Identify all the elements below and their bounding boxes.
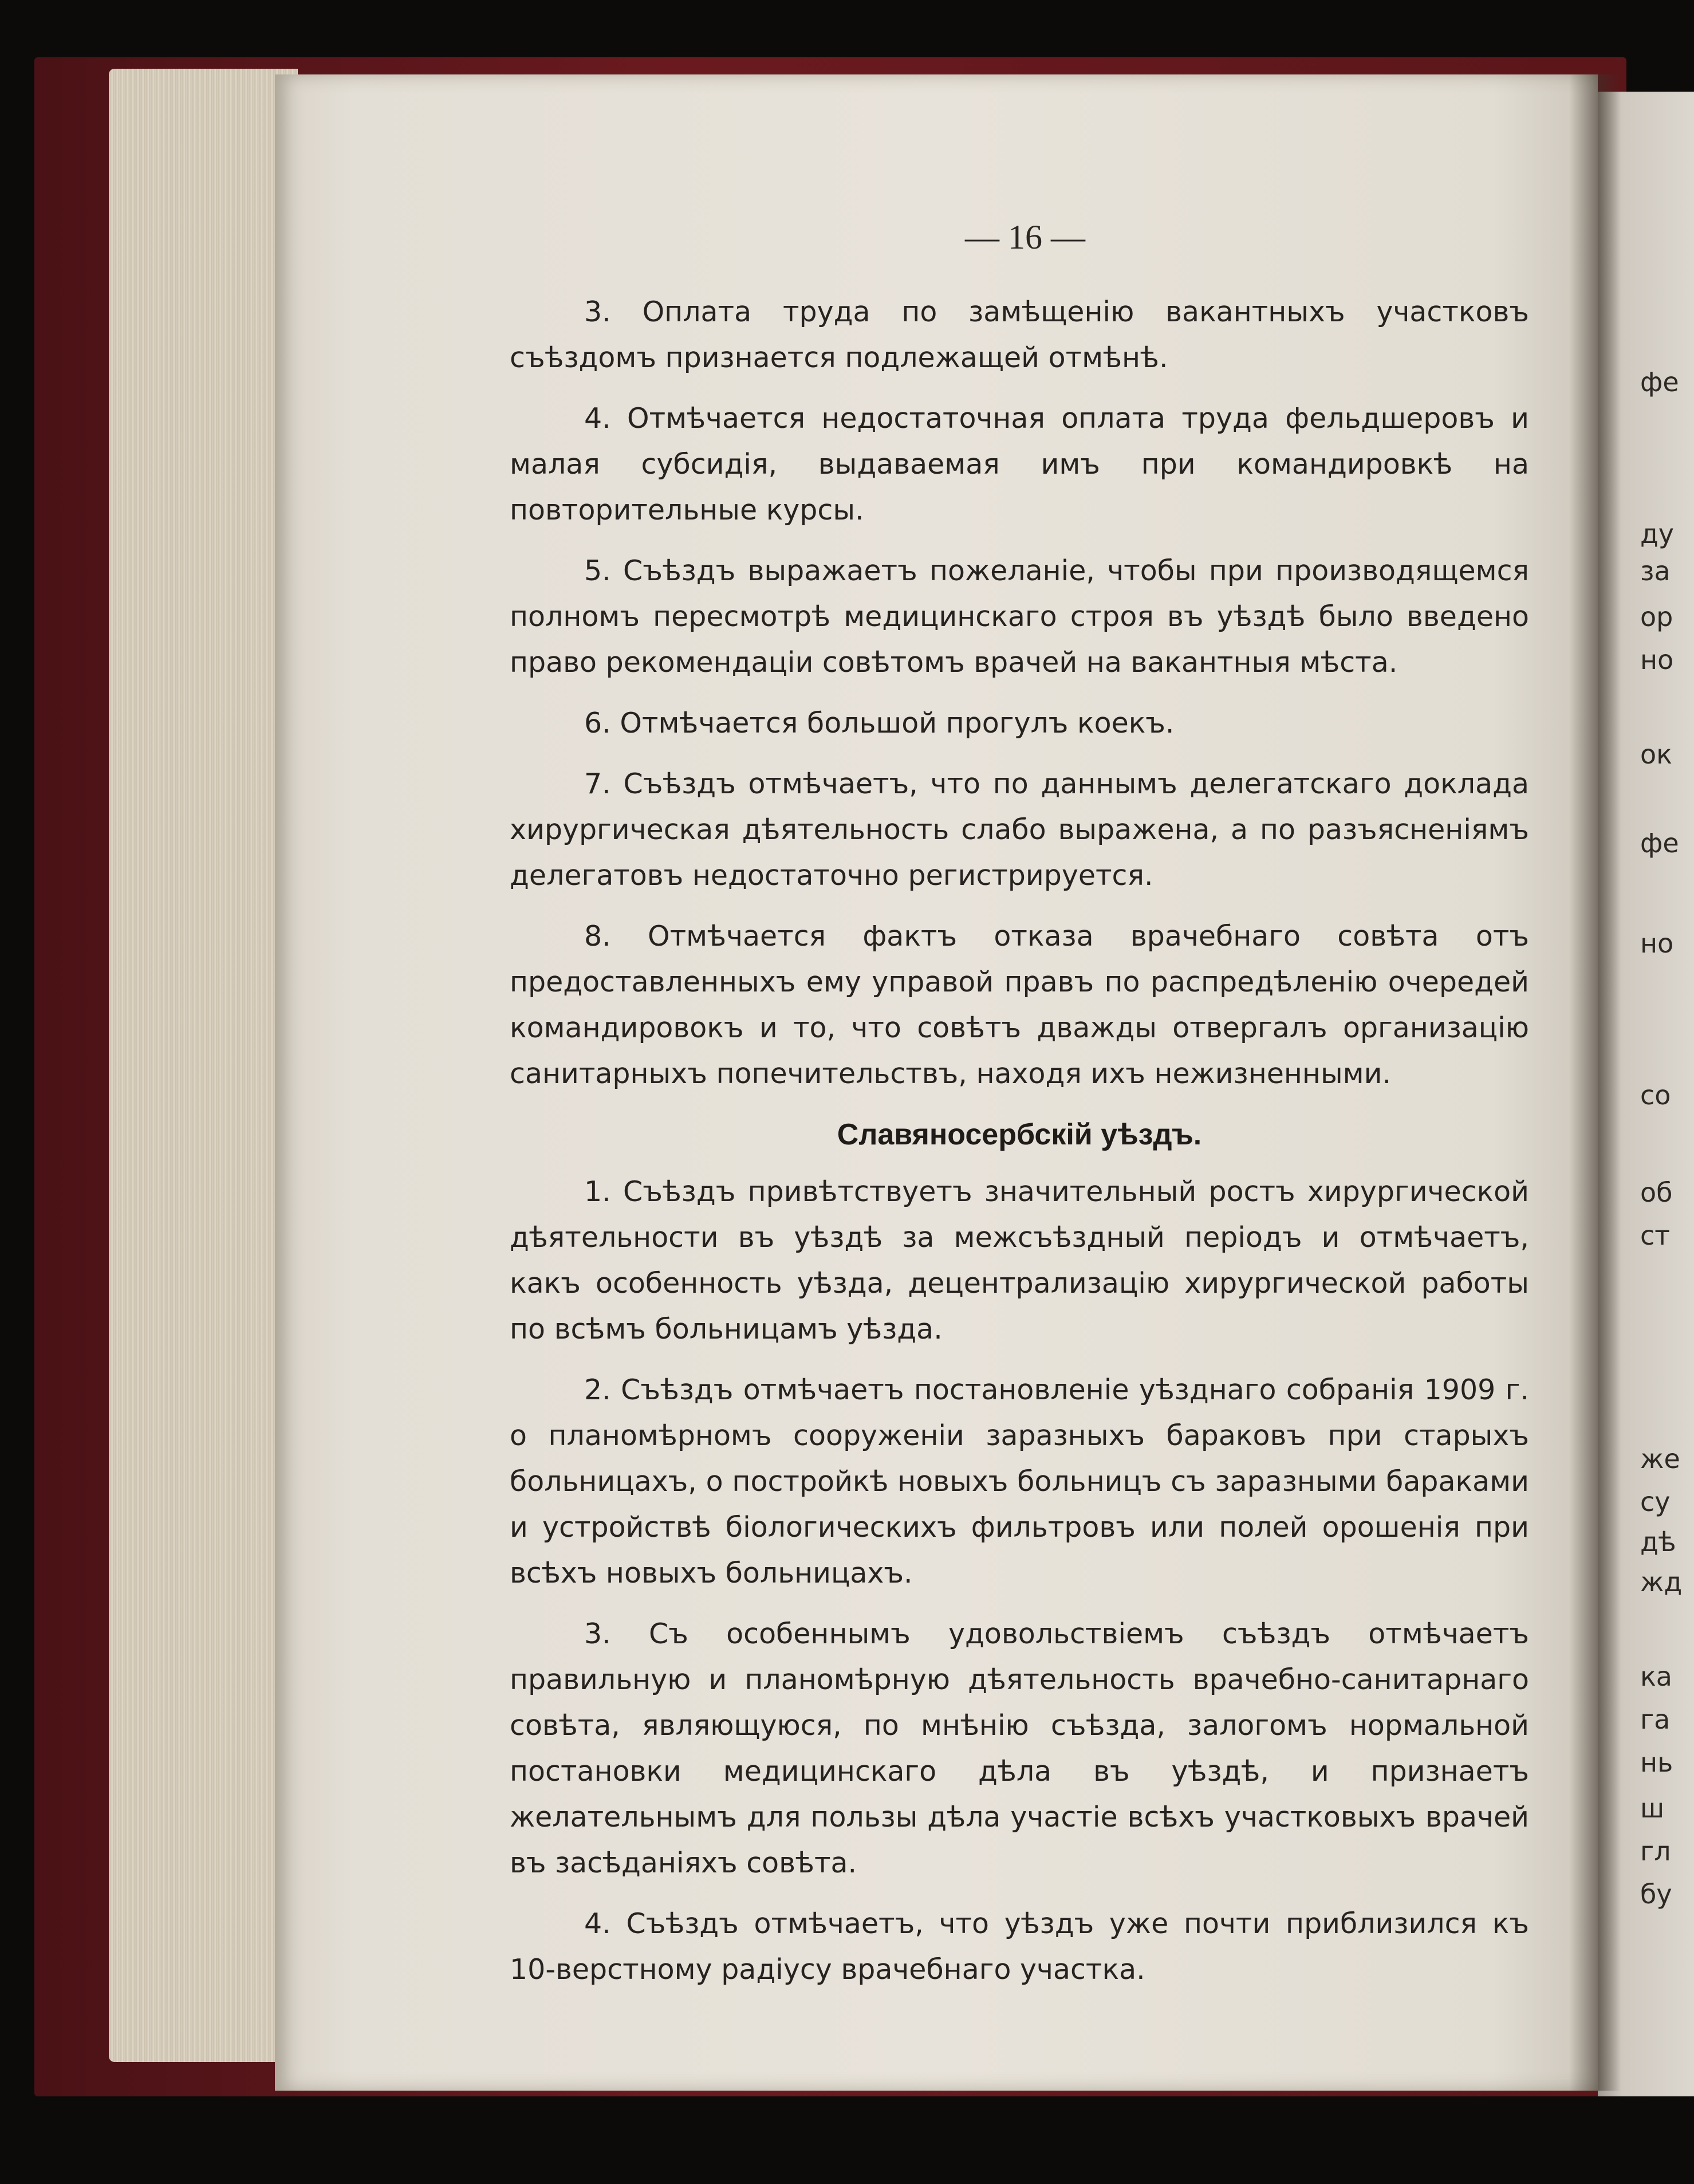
right-page-fragment: ор xyxy=(1640,601,1673,632)
paragraph: 1. Съѣздъ привѣтствуетъ значительный ростъ хирургической дѣятельности въ уѣздѣ за межсъѣздный періодъ и отмѣчаетъ, какъ особенность уѣзда, децентрализацію хирургической работы по всѣмъ больницамъ уѣзда. xyxy=(510,1175,1529,1345)
paragraph: 5. Съѣздъ выражаетъ пожеланіе, чтобы при производящемся полномъ пересмотрѣ медицинскаго строя въ уѣздѣ было введено право рекомендаціи совѣтомъ врачей на вакантныя мѣста. xyxy=(510,554,1529,679)
right-page-fragment: об xyxy=(1640,1177,1673,1208)
section-heading: Славяносербскій уѣздъ. xyxy=(837,1118,1202,1151)
book-gutter xyxy=(1569,74,1621,2091)
paragraph: 7. Съѣздъ отмѣчаетъ, что по даннымъ делегатскаго доклада хирургическая дѣятельность слабо выражена, а по разъясненіямъ делегатовъ недостаточно регистрируется. xyxy=(510,768,1529,892)
right-page-fragment: дѣ xyxy=(1640,1526,1676,1557)
right-page-fragment: за xyxy=(1640,556,1671,587)
right-page-fragment: ст xyxy=(1640,1220,1671,1251)
right-page-fragment: но xyxy=(1640,644,1674,675)
right-page-fragment: су xyxy=(1640,1486,1671,1517)
paragraph: 2. Съѣздъ отмѣчаетъ постановленіе уѣзднаго собранія 1909 г. о планомѣрномъ сооруженіи заразныхъ бараковъ при старыхъ больницахъ, о постройкѣ новыхъ больницъ съ заразными бараками и устройствѣ біологическихъ фильтровъ или полей орошенія при всѣхъ новыхъ больницахъ. xyxy=(510,1374,1529,1589)
right-page-fragment: нь xyxy=(1640,1747,1673,1778)
paragraph: 3. Съ особеннымъ удовольствіемъ съѣздъ отмѣчаетъ правильную и планомѣрную дѣятельность врачебно-санитарнаго совѣта, являющуюся, по мнѣнію съѣзда, залогомъ нормальной постановки медицинскаго дѣла въ уѣздѣ, и признаетъ желательнымъ для пользы дѣла участіе всѣхъ участковыхъ врачей въ засѣданіяхъ совѣта. xyxy=(510,1618,1529,1879)
right-page-fragment: со xyxy=(1640,1080,1671,1111)
page-edges xyxy=(109,69,298,2062)
right-page-fragment: ду xyxy=(1640,518,1675,549)
right-page-fragment: но xyxy=(1640,928,1674,959)
right-page-fragment: фе xyxy=(1640,367,1679,398)
right-page-fragment: гл xyxy=(1640,1836,1671,1867)
right-page-fragment: ок xyxy=(1640,739,1672,770)
paragraph: 3. Оплата труда по замѣщенію вакантныхъ участковъ съѣздомъ признается подлежащей отмѣнѣ. xyxy=(510,296,1529,374)
paragraph: 4. Съѣздъ отмѣчаетъ, что уѣздъ уже почти приблизился къ 10-верстному радіусу врачебнаго участка. xyxy=(510,1907,1529,1986)
right-page-fragment: жд xyxy=(1640,1567,1683,1597)
right-page-fragments xyxy=(1638,0,1694,2184)
page-text xyxy=(510,289,1529,2008)
page-number: — 16 — xyxy=(965,218,1085,256)
right-page-fragment: же xyxy=(1640,1443,1680,1474)
right-page-fragment: ка xyxy=(1640,1661,1672,1692)
right-page-fragment: га xyxy=(1640,1704,1671,1735)
paragraph: 6. Отмѣчается большой прогулъ коекъ. xyxy=(584,707,1175,739)
paragraph: 8. Отмѣчается фактъ отказа врачебнаго совѣта отъ предоставленныхъ ему управой правъ по распредѣленію очередей командировокъ и то, что совѣтъ дважды отвергалъ организацію санитарныхъ попечительствъ, находя ихъ нежизненными. xyxy=(510,920,1529,1090)
right-page-fragment: бу xyxy=(1640,1879,1672,1910)
right-page-fragment: фе xyxy=(1640,828,1679,859)
right-page-fragment: ш xyxy=(1640,1793,1665,1824)
paragraph: 4. Отмѣчается недостаточная оплата труда фельдшеровъ и малая субсидія, выдаваемая имъ при командировкѣ на повторительные курсы. xyxy=(510,402,1529,526)
